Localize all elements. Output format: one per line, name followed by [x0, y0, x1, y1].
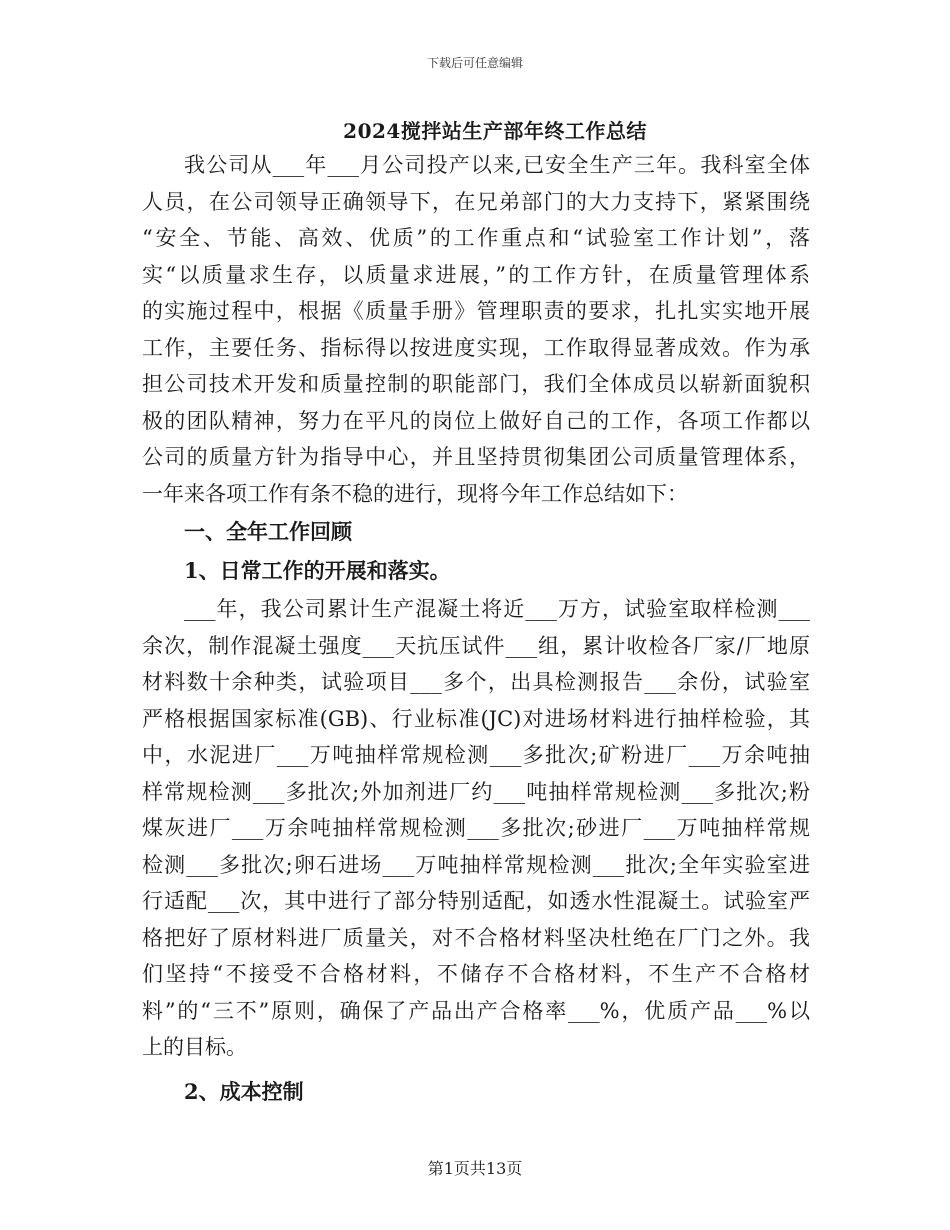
document-body: [142, 147, 810, 1110]
page-header-note: 下载后可任意编辑: [426, 56, 523, 70]
paragraph-line: ___年，我公司累计生产混凝土将近___万方，试验室取样检测___: [184, 597, 810, 621]
paragraph-line: 材料数十余种类，试验项目___多个，出具检测报告___余份，试验室: [142, 670, 810, 694]
paragraph-line: 煤灰进厂___万余吨抽样常规检测___多批次;砂进厂___万吨抽样常规: [142, 816, 810, 840]
paragraph-line: 的实施过程中，根据《质量手册》管理职责的要求，扎扎实实地开展: [142, 299, 810, 323]
subsection-heading: 2、成本控制: [184, 1078, 304, 1104]
paragraph-line: “安全、节能、高效、优质”的工作重点和“试验室工作计划”，落: [142, 226, 810, 250]
paragraph-line: 我公司从___年___月公司投产以来,已安全生产三年。我科室全体: [184, 153, 810, 177]
paragraph-line: 余次，制作混凝土强度___天抗压试件___组，累计收检各厂家/厂地原: [142, 633, 810, 658]
document-title: 2024搅拌站生产部年终工作总结: [343, 119, 647, 143]
intro-paragraph: [142, 147, 810, 512]
paragraph-line: 中，水泥进厂___万吨抽样常规检测___多批次;矿粉进厂___万余吨抽: [142, 743, 810, 767]
paragraph-line: 公司的质量方针为指导中心，并且坚持贯彻集团公司质量管理体系，: [142, 445, 810, 469]
section-heading: 一、全年工作回顾: [184, 519, 352, 544]
paragraph-line: 格把好了原材料进厂质量关，对不合格材料坚决杜绝在厂门之外。我: [142, 925, 810, 950]
page-footer: 第1页共13页: [427, 1159, 523, 1178]
paragraph-line: 工作，主要任务、指标得以按进度实现，工作取得显著成效。作为承: [142, 335, 810, 360]
paragraph-line: 们坚持“不接受不合格材料，不储存不合格材料，不生产不合格材: [142, 962, 810, 986]
daily-work-paragraph: [142, 591, 810, 1066]
paragraph-line: 行适配___次，其中进行了部分特别适配，如透水性混凝土。试验室严: [142, 889, 810, 913]
paragraph-line: 严格根据国家标准(GB)、行业标准(JC)对进场材料进行抽样检验，其: [142, 706, 810, 731]
paragraph-line: 料”的“三不”原则，确保了产品出产合格率___%，优质产品___%以: [142, 998, 810, 1023]
paragraph-line: 实“以质量求生存，以质量求进展，”的工作方针，在质量管理体系: [142, 262, 810, 287]
paragraph-line: 极的团队精神，努力在平凡的岗位上做好自己的工作，各项工作都以: [142, 408, 810, 433]
paragraph-line: 上的目标。: [142, 1035, 247, 1059]
paragraph-line: 检测___多批次;卵石进场___万吨抽样常规检测___批次;全年实验室进: [142, 852, 810, 877]
paragraph-line: 一年来各项工作有条不稳的进行，现将今年工作总结如下：: [142, 481, 688, 506]
paragraph-line: 样常规检测___多批次;外加剂进厂约___吨抽样常规检测___多批次;粉: [142, 779, 810, 804]
subsection-heading: 1、日常工作的开展和落实。: [184, 557, 451, 583]
paragraph-line: 人员，在公司领导正确领导下，在兄弟部门的大力支持下，紧紧围绕: [142, 189, 810, 214]
paragraph-line: 担公司技术开发和质量控制的职能部门，我们全体成员以崭新面貌积: [142, 372, 810, 396]
